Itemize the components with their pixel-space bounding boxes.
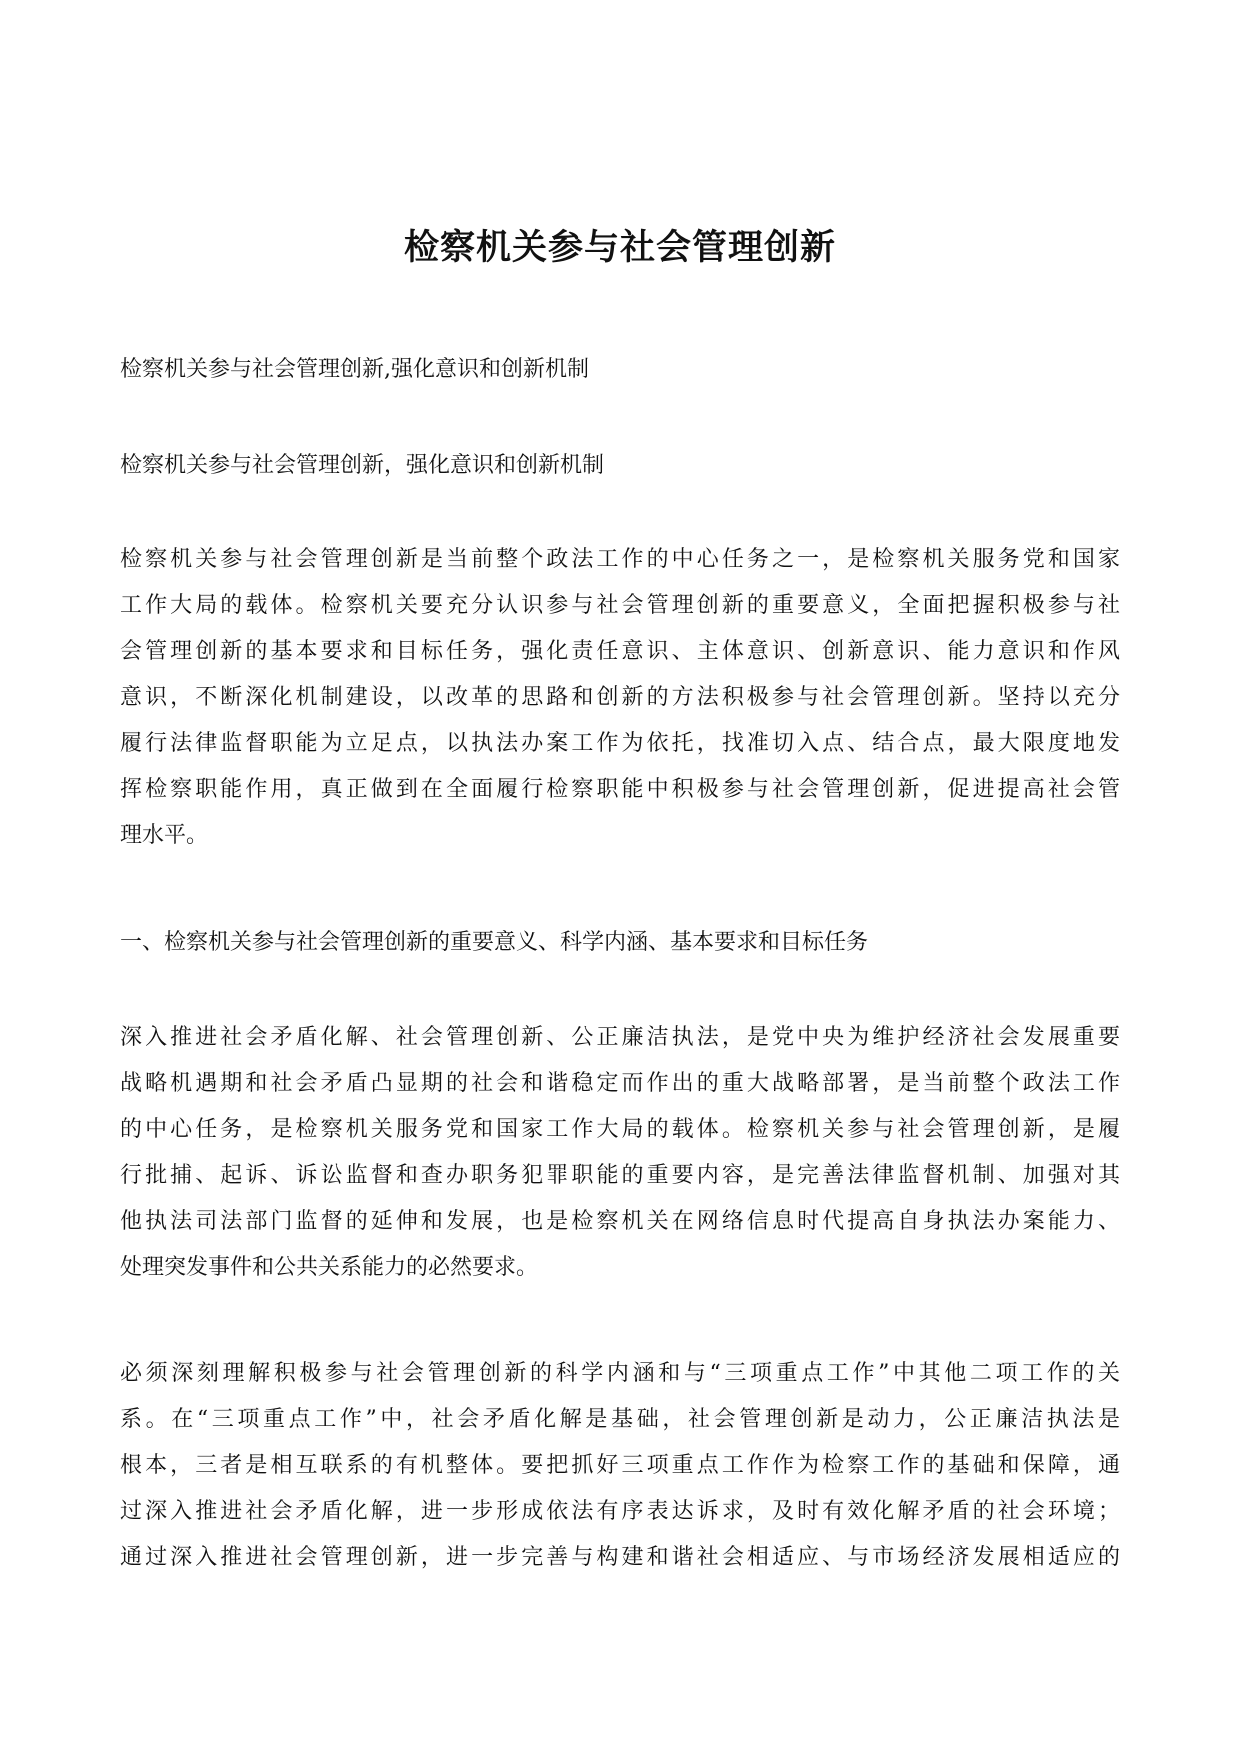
- paragraph-1-line: 理水平。: [120, 823, 209, 848]
- paragraph-3-line: 根本，三者是相互联系的有机整体。要把抓好三项重点工作作为检察工作的基础和保障，通: [120, 1453, 1120, 1478]
- paragraph-3-line: 必须深刻理解积极参与社会管理创新的科学内涵和与“三项重点工作”中其他二项工作的关: [120, 1361, 1120, 1386]
- paragraph-1-line: 意识，不断深化机制建设，以改革的思路和创新的方法积极参与社会管理创新。坚持以充分: [120, 685, 1120, 710]
- paragraph-1-line: 工作大局的载体。检察机关要充分认识参与社会管理创新的重要意义，全面把握积极参与社: [120, 593, 1120, 618]
- paragraph-3-line: 通过深入推进社会管理创新，进一步完善与构建和谐社会相适应、与市场经济发展相适应的: [120, 1545, 1120, 1570]
- subtitle-line-1: 检察机关参与社会管理创新,强化意识和创新机制: [120, 357, 589, 382]
- paragraph-2-line: 处理突发事件和公共关系能力的必然要求。: [120, 1255, 539, 1280]
- paragraph-2-line: 他执法司法部门监督的延伸和发展，也是检察机关在网络信息时代提高自身执法办案能力、: [120, 1209, 1120, 1234]
- paragraph-2-line: 深入推进社会矛盾化解、社会管理创新、公正廉洁执法，是党中央为维护经济社会发展重要: [120, 1025, 1120, 1050]
- paragraph-2-line: 战略机遇期和社会矛盾凸显期的社会和谐稳定而作出的重大战略部署，是当前整个政法工作: [120, 1071, 1120, 1096]
- section-1-heading: 一、检察机关参与社会管理创新的重要意义、科学内涵、基本要求和目标任务: [120, 930, 869, 955]
- paragraph-3-line: 系。在“三项重点工作”中，社会矛盾化解是基础，社会管理创新是动力，公正廉洁执法是: [120, 1407, 1120, 1432]
- paragraph-1-line: 检察机关参与社会管理创新是当前整个政法工作的中心任务之一，是检察机关服务党和国家: [120, 547, 1120, 572]
- paragraph-2-line: 行批捕、起诉、诉讼监督和查办职务犯罪职能的重要内容，是完善法律监督机制、加强对其: [120, 1163, 1120, 1188]
- paragraph-1-line: 挥检察职能作用，真正做到在全面履行检察职能中积极参与社会管理创新，促进提高社会管: [120, 777, 1120, 802]
- paragraph-1-line: 履行法律监督职能为立足点，以执法办案工作为依托，找准切入点、结合点，最大限度地发: [120, 731, 1120, 756]
- paragraph-1-line: 会管理创新的基本要求和目标任务，强化责任意识、主体意识、创新意识、能力意识和作风: [120, 639, 1120, 664]
- paragraph-2-line: 的中心任务，是检察机关服务党和国家工作大局的载体。检察机关参与社会管理创新，是履: [120, 1117, 1120, 1142]
- subtitle-line-2: 检察机关参与社会管理创新，强化意识和创新机制: [120, 453, 605, 478]
- document-title: 检察机关参与社会管理创新: [403, 227, 836, 268]
- paragraph-3-line: 过深入推进社会矛盾化解，进一步形成依法有序表达诉求，及时有效化解矛盾的社会环境；: [120, 1499, 1120, 1524]
